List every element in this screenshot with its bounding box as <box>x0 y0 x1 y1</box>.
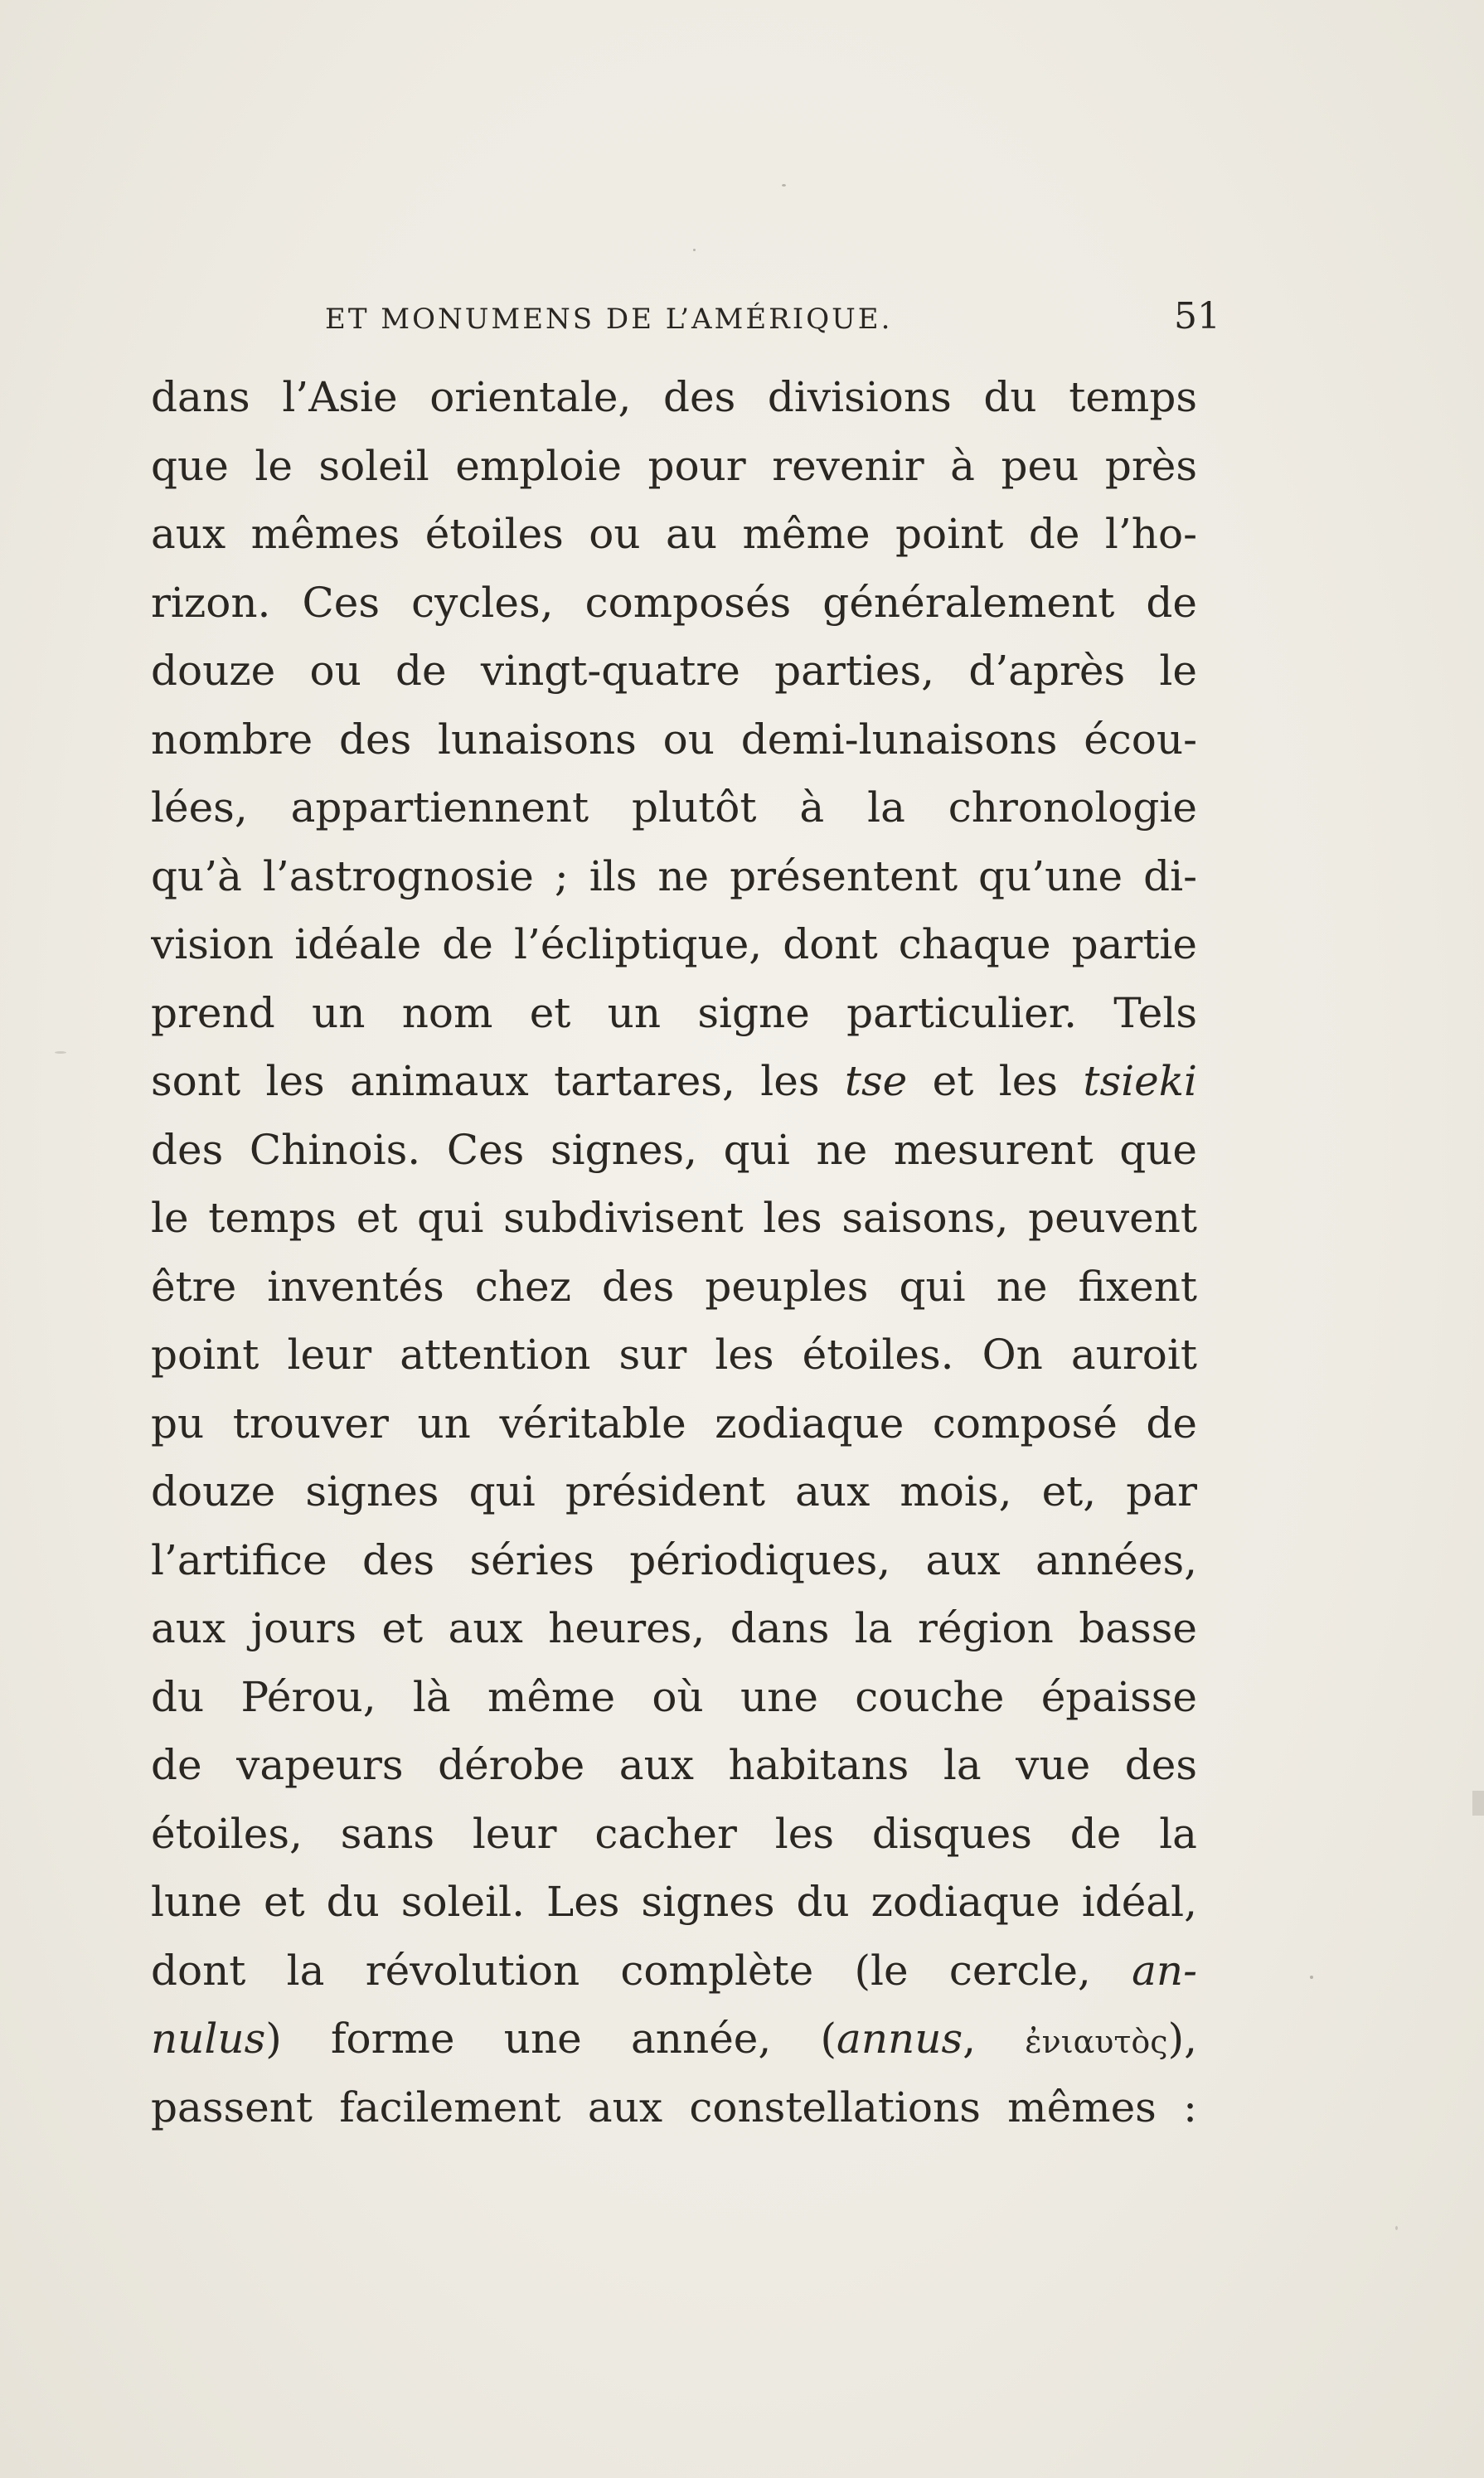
text-line <box>151 1184 1197 1253</box>
text-segment: nombre des lunaisons ou demi-lunaisons écou- <box>151 715 1197 764</box>
text-line <box>151 1663 1197 1732</box>
italic-word: an- <box>1132 1946 1197 1995</box>
text-segment: aux jours et aux heures, dans la région basse <box>151 1604 1197 1652</box>
text-line <box>151 569 1197 638</box>
italic-word: nulus <box>151 2015 266 2063</box>
text-segment: ), <box>1167 2015 1197 2063</box>
text-line <box>151 1457 1197 1526</box>
text-segment: sont les animaux tartares, les <box>151 1057 845 1105</box>
text-line <box>151 842 1197 911</box>
italic-word: tsieki <box>1083 1057 1197 1105</box>
text-segment: aux mêmes étoiles ou au même point de l’ho- <box>151 510 1197 558</box>
text-line <box>151 1594 1197 1663</box>
text-line <box>151 773 1197 842</box>
text-line <box>151 1526 1197 1595</box>
text-line <box>151 1868 1197 1937</box>
text-segment: douze signes qui président aux mois, et, par <box>151 1467 1197 1515</box>
text-line <box>151 1800 1197 1869</box>
text-segment: qu’à l’astrognosie ; ils ne présentent qu’une di- <box>151 851 1197 900</box>
text-segment: ) forme une année, ( <box>265 2015 837 2063</box>
text-segment: dans l’Asie orientale, des divisions du temps <box>151 373 1197 421</box>
text-line <box>151 2005 1197 2073</box>
text-line <box>151 706 1197 774</box>
text-segment: pu trouver un véritable zodiaque composé de <box>151 1399 1197 1448</box>
text-segment: lune et du soleil. Les signes du zodiaque idéal, <box>151 1878 1197 1926</box>
italic-word: tse <box>844 1057 908 1105</box>
text-segment: douze ou de vingt-quatre parties, d’après le <box>151 647 1197 695</box>
text-line <box>151 363 1197 432</box>
text-segment: des Chinois. Ces signes, qui ne mesurent que <box>151 1125 1197 1174</box>
text-segment: étoiles, sans leur cacher les disques de la <box>151 1809 1197 1858</box>
text-segment: point leur attention sur les étoiles. On auroit <box>151 1331 1197 1379</box>
text-line <box>151 1116 1197 1185</box>
greek-word: ἐνιαυτὸς <box>1025 2024 1168 2060</box>
text-line <box>151 2073 1197 2142</box>
text-line <box>151 1253 1197 1321</box>
running-head-title: ET MONUMENS DE L’AMÉRIQUE. <box>325 303 893 336</box>
text-segment: et les <box>907 1057 1084 1105</box>
text-segment: l’artifice des séries périodiques, aux années, <box>151 1535 1197 1584</box>
text-line <box>151 1937 1197 2005</box>
text-segment: prend un nom et un signe particulier. Tels <box>151 988 1197 1037</box>
running-head <box>325 295 1220 345</box>
text-line <box>151 910 1197 979</box>
body-text <box>151 363 1197 2141</box>
text-segment: de vapeurs dérobe aux habitans la vue des <box>151 1741 1197 1789</box>
text-line <box>151 1321 1197 1389</box>
text-line <box>151 637 1197 706</box>
text-segment: passent facilement aux constellations mêmes : <box>151 2083 1197 2131</box>
text-segment: lées, appartiennent plutôt à la chronologie <box>151 783 1197 832</box>
page-number: 51 <box>1174 295 1220 337</box>
text-line <box>151 1389 1197 1458</box>
text-segment: être inventés chez des peuples qui ne fixent <box>151 1262 1197 1311</box>
text-segment: dont la révolution complète (le cercle, <box>151 1946 1132 1995</box>
text-segment: rizon. Ces cycles, composés généralement de <box>151 578 1197 627</box>
text-segment: le temps et qui subdivisent les saisons, peuvent <box>151 1194 1197 1242</box>
text-line <box>151 432 1197 501</box>
text-segment: , <box>963 2015 1026 2063</box>
text-line <box>151 979 1197 1048</box>
text-segment: vision idéale de l’écliptique, dont chaque partie <box>151 920 1197 968</box>
text-line <box>151 1047 1197 1116</box>
italic-word: annus <box>837 2015 963 2063</box>
text-segment: du Pérou, là même où une couche épaisse <box>151 1672 1197 1721</box>
text-line <box>151 500 1197 569</box>
text-line <box>151 1731 1197 1800</box>
text-segment: que le soleil emploie pour revenir à peu près <box>151 441 1197 490</box>
